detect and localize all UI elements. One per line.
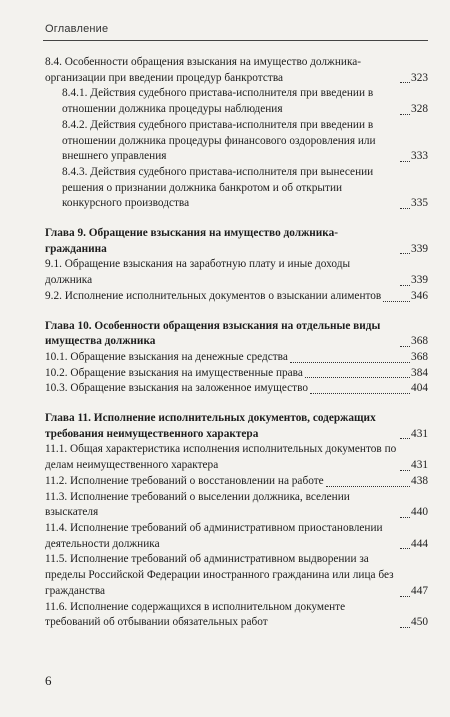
dot-leader xyxy=(400,82,410,83)
toc-entry-title: 8.4. Особенности обращения взыскания на имущество должника-организации при введении процедур банкротства xyxy=(45,56,362,84)
toc-page-number: 335 xyxy=(411,197,428,210)
toc-page-number: 384 xyxy=(411,366,428,379)
toc-entry-title: 11.2. Исполнение требований о восстановлении на работе xyxy=(45,474,324,487)
toc-entry-title: 11.6. Исполнение содержащихся в исполнительном документе требований об отбывании обязательных работ xyxy=(45,600,346,629)
toc-entry-title: 10.3. Обращение взыскания на заложенное имущество xyxy=(45,382,309,395)
toc-entry-title: 11.1. Общая характеристика исполнения исполнительных документов по делам неимущественного характера xyxy=(45,443,397,472)
header-rule xyxy=(43,40,428,41)
toc-page-number: 447 xyxy=(411,584,428,597)
toc-chapter-9[interactable] xyxy=(45,226,428,257)
toc-page-number: 346 xyxy=(411,289,428,302)
toc-entry-title: 9.1. Обращение взыскания на заработную плату и иные доходы должника xyxy=(45,258,351,287)
toc-chapter-11[interactable] xyxy=(45,411,428,442)
section-gap xyxy=(45,212,428,226)
toc-entry-title: 8.4.2. Действия судебного пристава-исполнителя при введении в отношении должника процедуры финансового оздоровления или внешнего управления xyxy=(62,118,376,163)
toc-entry[interactable] xyxy=(45,521,428,552)
toc-entry[interactable] xyxy=(45,552,428,599)
toc-entry[interactable] xyxy=(45,442,428,473)
dot-leader xyxy=(400,470,410,471)
dot-leader xyxy=(290,362,410,363)
toc-chapter-title: Глава 11. Исполнение исполнительных документов, содержащих требования неимущественного характера xyxy=(45,412,376,440)
toc-page-number: 339 xyxy=(411,242,428,255)
toc-entry[interactable] xyxy=(45,350,428,366)
toc-entry[interactable] xyxy=(45,490,428,521)
toc-page-number: 368 xyxy=(411,335,428,348)
dot-leader xyxy=(400,114,410,115)
running-head: Оглавление xyxy=(45,23,109,35)
toc-page-number: 450 xyxy=(411,616,428,629)
toc-entry[interactable] xyxy=(45,289,428,305)
page-number: 6 xyxy=(45,673,52,688)
toc-entry[interactable] xyxy=(45,257,428,288)
toc-entry-title: 10.1. Обращение взыскания на денежные средства xyxy=(45,350,288,363)
toc-chapter-title: Глава 10. Особенности обращения взыскания на отдельные виды имущества должника xyxy=(45,319,381,348)
toc-entry[interactable] xyxy=(45,600,428,631)
toc-entry[interactable] xyxy=(45,474,428,490)
toc-page-number: 440 xyxy=(411,506,428,519)
dot-leader xyxy=(326,486,410,487)
dot-leader xyxy=(400,627,410,628)
toc-chapter-title: Глава 9. Обращение взыскания на имущество должника-гражданина xyxy=(45,227,339,255)
toc-entry-title: 8.4.3. Действия судебного пристава-исполнителя при вынесении решения о признании должника банкротом и об открытии конкурсного производства xyxy=(62,165,374,210)
toc-entry[interactable] xyxy=(45,86,428,117)
toc-entry-title: 11.5. Исполнение требований об административном выдворении за пределы Российской Федерации иностранного гражданина или лица без гражданства xyxy=(45,553,394,597)
toc-entry-title: 11.4. Исполнение требований об административном приостановлении деятельности должника xyxy=(45,521,383,550)
toc-page-number: 339 xyxy=(411,274,428,287)
dot-leader xyxy=(305,377,410,378)
toc-page-number: 431 xyxy=(411,459,428,472)
toc-page-number: 368 xyxy=(411,350,428,363)
toc-entry[interactable] xyxy=(45,165,428,212)
dot-leader xyxy=(400,346,410,347)
dot-leader xyxy=(310,393,410,394)
toc-page-number: 323 xyxy=(411,71,428,84)
dot-leader xyxy=(400,596,410,597)
toc-page-number: 404 xyxy=(411,382,428,395)
table-of-contents xyxy=(45,55,428,631)
dot-leader xyxy=(383,301,410,302)
toc-entry[interactable] xyxy=(45,55,428,86)
toc-page-number: 444 xyxy=(411,537,428,550)
toc-entry-title: 8.4.1. Действия судебного пристава-исполнителя при введении в отношении должника процедуры наблюдения xyxy=(62,87,374,116)
section-gap xyxy=(45,305,428,319)
toc-entry[interactable] xyxy=(45,381,428,397)
toc-entry-title: 11.3. Исполнение требований о выселении должника, вселении взыскателя xyxy=(45,490,350,519)
dot-leader xyxy=(400,438,410,439)
toc-entry[interactable] xyxy=(45,118,428,165)
dot-leader xyxy=(400,285,410,286)
toc-entry-title: 9.2. Исполнение исполнительных документов о взыскании алиментов xyxy=(45,289,382,302)
toc-entry[interactable] xyxy=(45,366,428,382)
dot-leader xyxy=(400,208,410,209)
dot-leader xyxy=(400,548,410,549)
dot-leader xyxy=(400,253,410,254)
toc-page-number: 333 xyxy=(411,150,428,163)
toc-page-number: 431 xyxy=(411,427,428,440)
toc-page-number: 328 xyxy=(411,103,428,116)
dot-leader xyxy=(400,161,410,162)
dot-leader xyxy=(400,517,410,518)
toc-page-number: 438 xyxy=(411,474,428,487)
section-gap xyxy=(45,397,428,411)
toc-entry-title: 10.2. Обращение взыскания на имущественные права xyxy=(45,366,303,379)
toc-chapter-10[interactable] xyxy=(45,319,428,350)
